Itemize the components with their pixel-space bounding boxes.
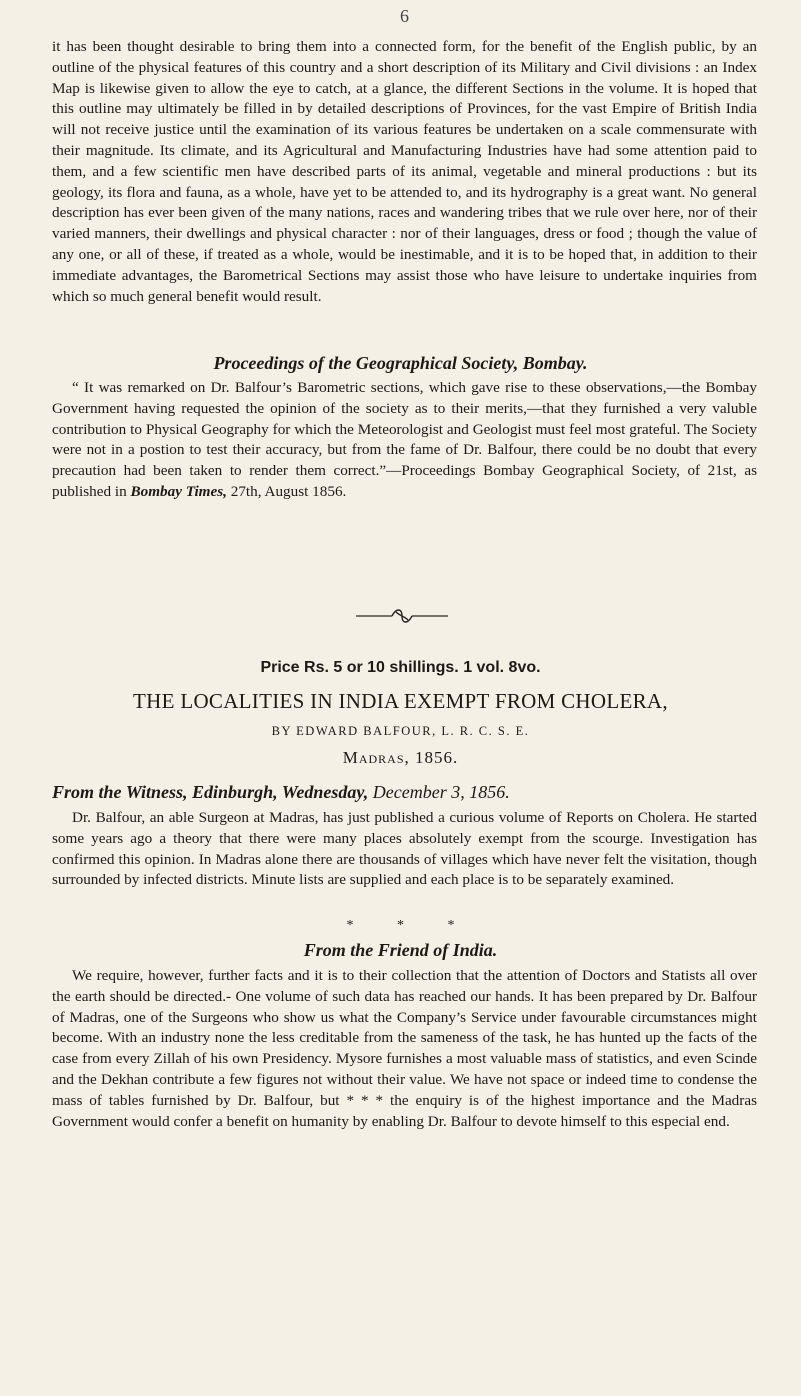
proceedings-heading: Proceedings of the Geographical Society, Bombay. xyxy=(213,353,588,373)
proceedings-date: 27th, August 1856. xyxy=(226,482,347,500)
section-stars: * * * xyxy=(346,918,455,933)
witness-paragraph-block xyxy=(52,808,757,891)
intro-paragraph-block xyxy=(52,37,757,307)
page-number: 6 xyxy=(400,6,409,26)
proceedings-source: Bombay Times, xyxy=(130,482,227,500)
ornament-divider-icon xyxy=(352,606,452,626)
witness-heading-text: From the Witness, Edinburgh, Wednesday, xyxy=(52,782,369,802)
witness-paragraph: Dr. Balfour, an able Surgeon at Madras, has just published a curious volume of Reports on Cholera. He started some years ago a theory that there were many places absolutely exempt from the scourge. Investigation has confirmed this opinion. In Madras alone there are thousands of villages which have never felt the visitation, though surrounded by infected districts. Minute lists are supplied and each place is to be separately examined. xyxy=(52,809,757,889)
place-line: Madras, 1856. xyxy=(342,748,459,767)
intro-paragraph: it has been thought desirable to bring them into a connected form, for the benefit of the English public, by an outline of the physical features of this country and a short description of its Military and Civil divisions : an Index Map is likewise given to allow the eye to catch, at a glance, the different Sections in the volume. It is hoped that this outline may ultimately be filled in by detailed descriptions of Provinces, for the vast Empire of British India will not receive justice until the examination of its various features be undertaken on a scale commensurate with their magnitude. Its climate, and its Agricultural and Manufacturing Industries have had some attention paid to them, and a few scientific men have described parts of its animal, vegetable and mineral productions : but its geology, its flora and fauna, as a whole, have yet to be attended to, and its hydrography is a great want. No general description has ever been given of the many nations, races and wandering tribes that we rule over here, nor of their varied manners, their dwellings and physical character : nor of their languages, dress or food ; though the value of any one, or all of these, if treated as a whole, would be inestimable, and it is to be hoped that, in addition to their immediate advantages, the Barometrical Sections may assist those who have leisure to undertake inquiries from which so much general benefit would result. xyxy=(52,38,757,305)
author-line: BY EDWARD BALFOUR, L. R. C. S. E. xyxy=(271,724,530,738)
proceedings-quote-block xyxy=(52,378,757,503)
proceedings-quote-text: “ It was remarked on Dr. Balfour’s Barometric sections, which gave rise to these observations,—the Bombay Government having requested the opinion of the society as to their merits,—that they furnished a very valuble contribution to Physical Geography for which the Meteorologist and Geologist must feel most grateful. The Society were not in a postion to test their accuracy, but from the fame of Dr. Balfour, there could be no doubt that every precaution had been taken to render them correct.”—Proceedings Bombay Geographical Society, of 21st, as published in xyxy=(52,379,757,500)
friend-heading: From the Friend of India. xyxy=(303,940,498,960)
proceedings-quote xyxy=(52,378,757,503)
witness-date: December 3, 1856. xyxy=(368,782,510,802)
book-title: THE LOCALITIES IN INDIA EXEMPT FROM CHOLERA, xyxy=(133,689,668,713)
witness-heading xyxy=(52,782,757,803)
friend-paragraph-block xyxy=(52,966,757,1132)
friend-paragraph: We require, however, further facts and it is to their collection that the attention of Doctors and Statists all over the earth should be directed.- One volume of such data has reached our hands. It has been prepared by Dr. Balfour of Madras, one of the Surgeons who show us what the Company’s Service under favourable circumstances might become. With an industry none the less creditable from the sameness of the task, he has hunted up the facts of the case from every Zillah of his own Presidency. Mysore furnishes a most valuable mass of statistics, and even Scinde and the Dekhan contribute a few figures not without their value. We have not space or indeed time to condense the mass of tables furnished by Dr. Balfour, but * * * the enquiry is of the highest importance and the Madras Government would confer a benefit on humanity by enabling Dr. Balfour to devote himself to this especial end. xyxy=(52,967,757,1130)
price-line: Price Rs. 5 or 10 shillings. 1 vol. 8vo. xyxy=(260,659,541,676)
